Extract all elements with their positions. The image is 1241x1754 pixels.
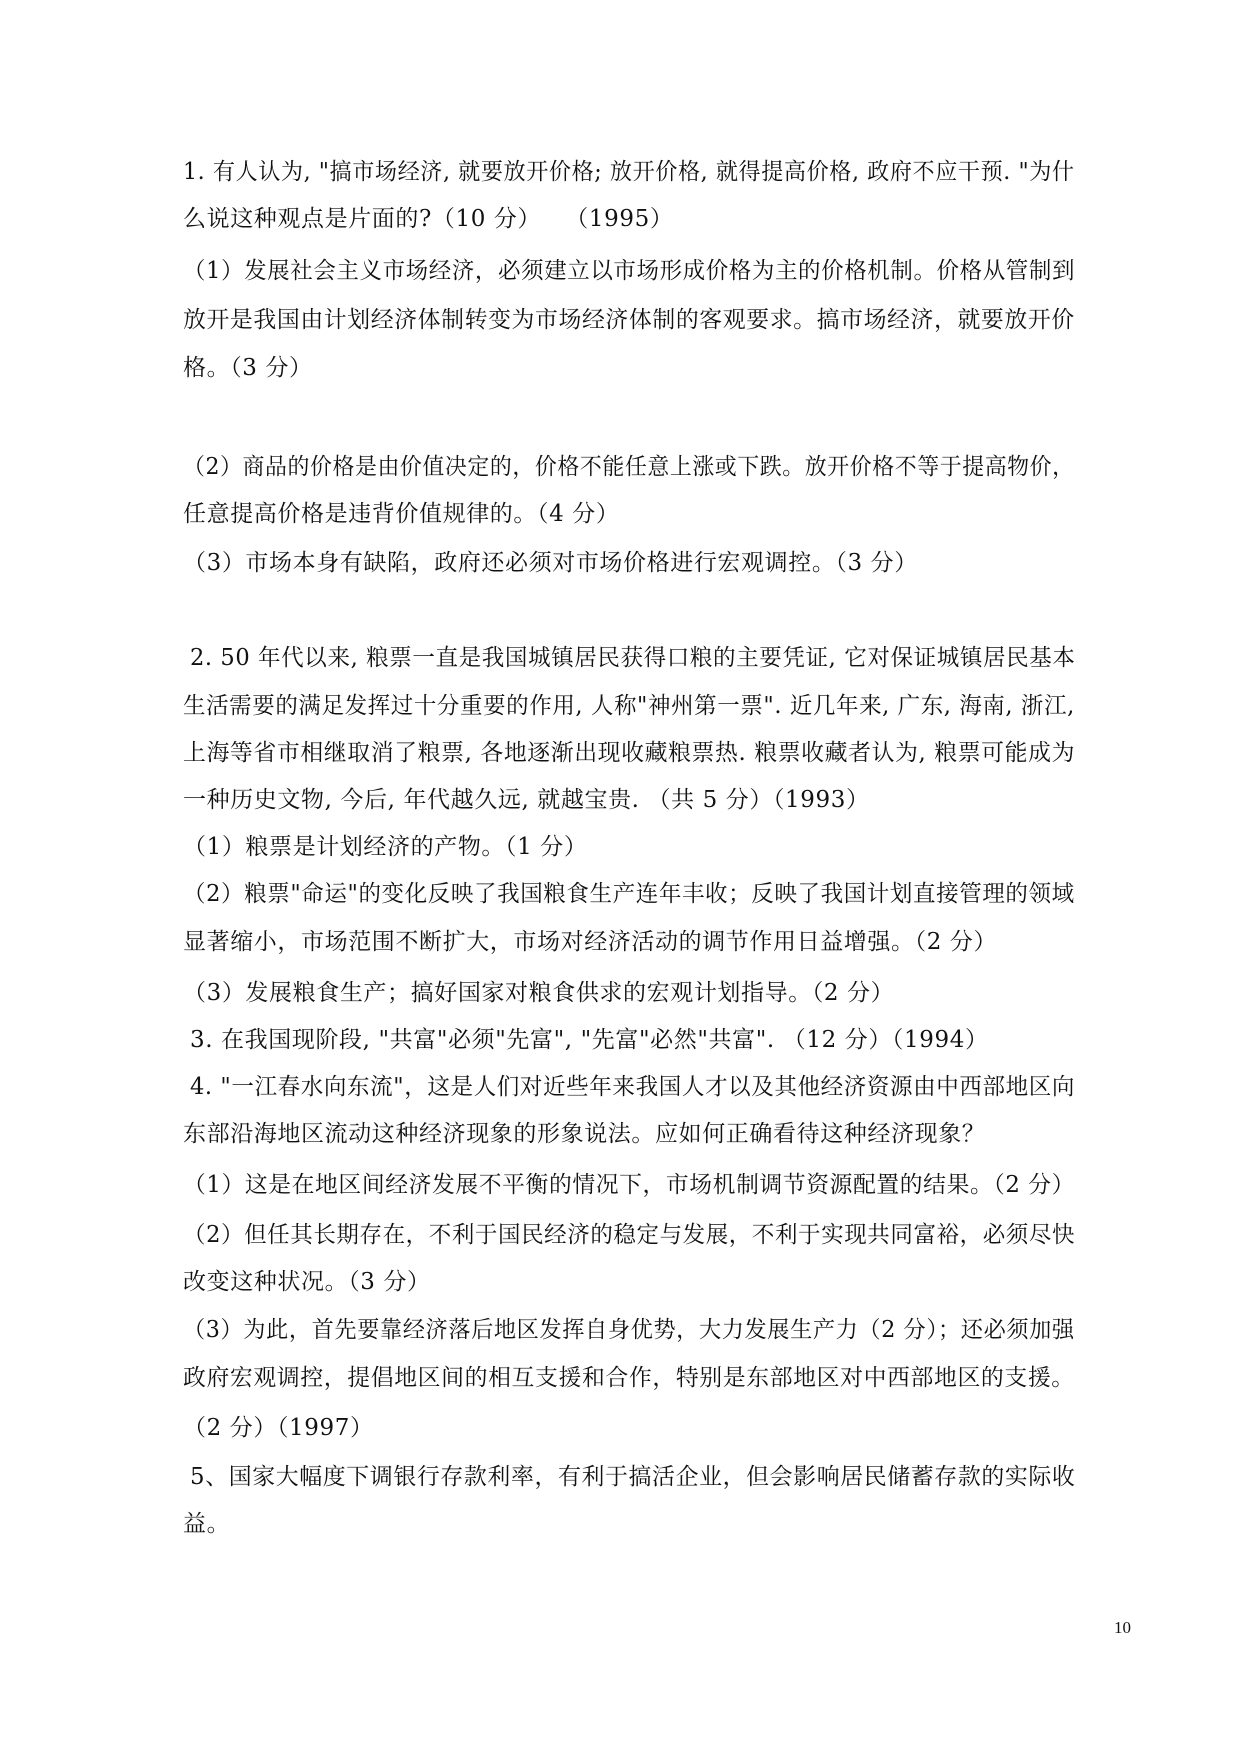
text-line: 改变这种状况。（3 分） [183,1269,431,1295]
text-line: 么说这种观点是片面的?（10 分） （1995） [183,206,674,232]
text-line: 3. 在我国现阶段, "共富"必须"先富", "先富"必然"共富". （12 分）（1994） [190,1027,989,1053]
text-line: 显著缩小，市场范围不断扩大，市场对经济活动的调节作用日益增强。（2 分） [183,929,998,955]
text-line: 5、国家大幅度下调银行存款利率，有利于搞活企业，但会影响居民储蓄存款的实际收 [190,1464,1076,1490]
text-line: （2）但任其长期存在，不利于国民经济的稳定与发展，不利于实现共同富裕，必须尽快 [183,1222,1076,1248]
text-line: 益。 [183,1511,231,1537]
text-line: （2）商品的价格是由价值决定的，价格不能任意上涨或下跌。放开价格不等于提高物价， [183,454,1075,480]
text-line: 4. "一江春水向东流"，这是人们对近些年来我国人才以及其他经济资源由中西部地区向 [190,1074,1076,1100]
text-line: （2 分）（1997） [183,1415,374,1441]
text-line: 政府宏观调控，提倡地区间的相互支援和合作，特别是东部地区对中西部地区的支援。 [183,1365,1075,1391]
text-line: 东部沿海地区流动这种经济现象的形象说法。应如何正确看待这种经济现象？ [183,1121,986,1147]
text-line: 放开是我国由计划经济体制转变为市场经济体制的客观要求。搞市场经济，就要放开价 [183,307,1075,333]
text-line: （1）粮票是计划经济的产物。（1 分） [183,834,588,860]
text-line: 任意提高价格是违背价值规律的。（4 分） [183,501,620,527]
page-number: 10 [1114,1618,1131,1637]
text-line: 一种历史文物, 今后, 年代越久远, 就越宝贵. （共 5 分）（1993） [183,787,870,813]
text-line: 生活需要的满足发挥过十分重要的作用, 人称"神州第一票". 近几年来, 广东, 海南, 浙江, [183,693,1075,719]
text-line: 上海等省市相继取消了粮票, 各地逐渐出现收藏粮票热. 粮票收藏者认为, 粮票可能成为 [183,740,1076,766]
text-line: 2. 50 年代以来, 粮票一直是我国城镇居民获得口粮的主要凭证, 它对保证城镇居民基本 [190,645,1076,671]
text-line: （3）市场本身有缺陷，政府还必须对市场价格进行宏观调控。（3 分） [183,550,918,576]
text-line: （1）这是在地区间经济发展不平衡的情况下，市场机制调节资源配置的结果。（2 分） [183,1172,1076,1198]
text-line: 1. 有人认为, "搞市场经济, 就要放开价格; 放开价格, 就得提高价格, 政府不应干预. "为什 [183,159,1075,185]
text-line: （3）为此，首先要靠经济落后地区发挥自身优势，大力发展生产力（2 分）；还必须加强 [183,1317,1075,1343]
text-line: 格。（3 分） [183,355,313,381]
text-line: （2）粮票"命运"的变化反映了我国粮食生产连年丰收；反映了我国计划直接管理的领域 [183,881,1075,907]
text-line: （1）发展社会主义市场经济，必须建立以市场形成价格为主的价格机制。价格从管制到 [183,258,1076,284]
text-line: （3）发展粮食生产；搞好国家对粮食供求的宏观计划指导。（2 分） [183,980,895,1006]
